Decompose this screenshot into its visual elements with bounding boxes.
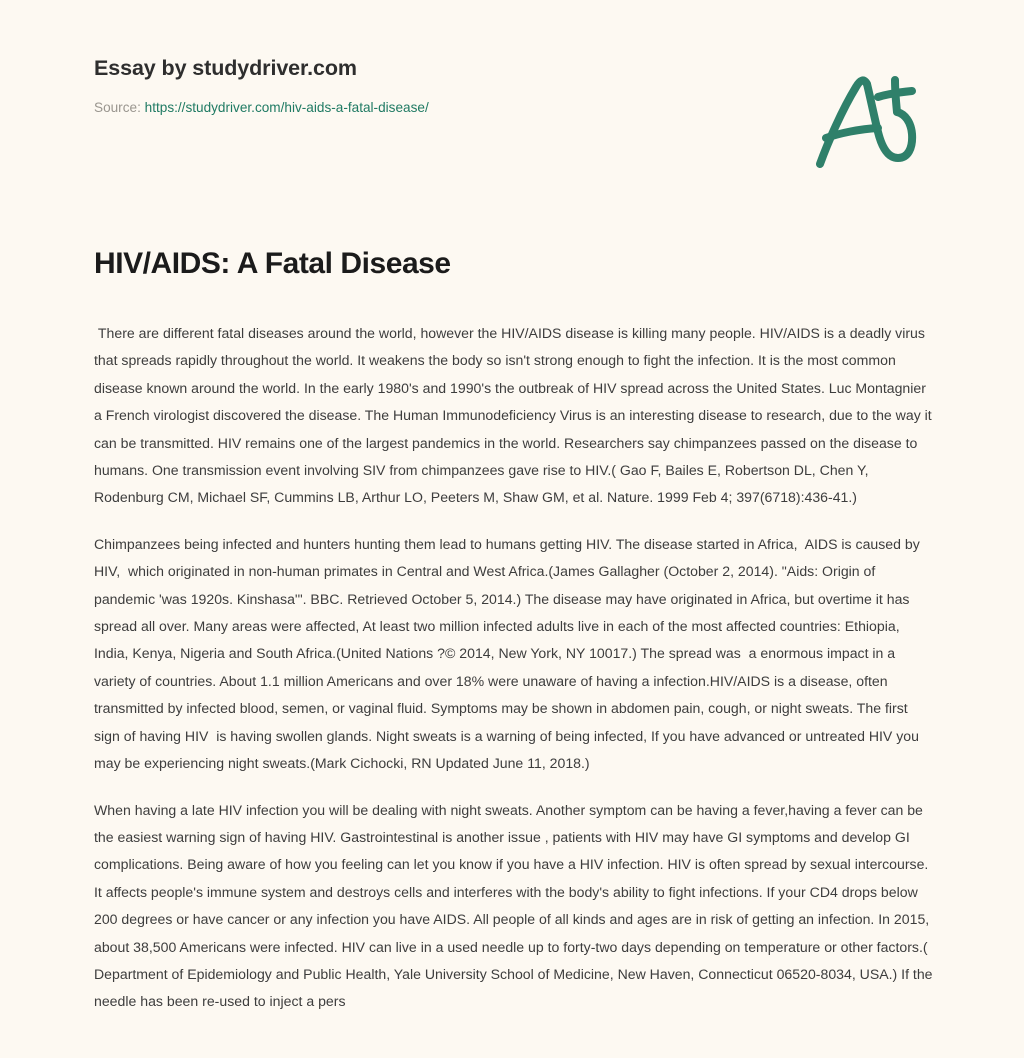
source-label: Source: <box>94 99 141 115</box>
source-url-link[interactable]: https://studydriver.com/hiv-aids-a-fatal-disease/ <box>144 99 429 115</box>
a-plus-logo <box>812 72 920 172</box>
page-title: HIV/AIDS: A Fatal Disease <box>94 247 451 280</box>
a-plus-logo-icon <box>812 72 920 172</box>
body-paragraph: Chimpanzees being infected and hunters hunting them lead to humans getting HIV. The disease started in Africa, AIDS is caused by HIV, which originated in non-human primates in Central and West Africa.(James Gallagher (October 2, 2014). "Aids: Origin of pandemic 'was 1920s. Kinshasa'". BBC. Retrieved October 5, 2014.) The disease may have originated in Africa, but overtime it has spread all over. Many areas were affected, At least two million infected adults live in each of the most affected countries: Ethiopia, India, Kenya, Nigeria and South Africa.(United Nations ?© 2014, New York, NY 10017.) The spread was a enormous impact in a variety of countries. About 1.1 million Americans and over 18% were unaware of having a infection.HIV/AIDS is a disease, often transmitted by infected blood, semen, or vaginal fluid. Symptoms may be shown in abdomen pain, cough, or night sweats. The first sign of having HIV is having swollen glands. Night sweats is a warning of being infected, If you have advanced or untreated HIV you may be experiencing night sweats.(Mark Cichocki, RN Updated June 11, 2018.) <box>94 535 924 772</box>
document-body <box>94 320 937 1016</box>
essay-byline: Essay by studydriver.com <box>94 56 357 80</box>
document-header <box>94 56 930 116</box>
body-paragraph: There are different fatal diseases around the world, however the HIV/AIDS disease is killing many people. HIV/AIDS is a deadly virus that spreads rapidly throughout the world. It weakens the body so isn't strong enough to fight the infection. It is the most common disease known around the world. In the early 1980's and 1990's the outbreak of HIV spread across the United States. Luc Montagnier a French virologist discovered the disease. The Human Immunodeficiency Virus is an interesting disease to research, due to the way it can be transmitted. HIV remains one of the largest pandemics in the world. Researchers say chimpanzees passed on the disease to humans. One transmission event involving SIV from chimpanzees gave rise to HIV.( Gao F, Bailes E, Robertson DL, Chen Y, Rodenburg CM, Michael SF, Cummins LB, Arthur LO, Peeters M, Shaw GM, et al. Nature. 1999 Feb 4; 397(6718):436-41.) <box>94 325 936 506</box>
source-line <box>94 99 930 117</box>
body-paragraph: When having a late HIV infection you will be dealing with night sweats. Another symptom can be having a fever,having a fever can be the easiest warning sign of having HIV. Gastrointestinal is another issue , patients with HIV may have GI symptoms and develop GI complications. Being aware of how you feeling can let you know if you have a HIV infection. HIV is often spread by sexual intercourse. It affects people's immune system and destroys cells and interferes with the body's ability to fight infections. If your CD4 drops below 200 degrees or have cancer or any infection you have AIDS. All people of all kinds and ages are in risk of getting an infection. In 2015, about 38,500 Americans were infected. HIV can live in a used needle up to forty-two days depending on temperature or other factors.( Department of Epidemiology and Public Health, Yale University School of Medicine, New Haven, Connecticut 06520-8034, USA.) If the needle has been re-used to inject a pers <box>94 801 937 1010</box>
